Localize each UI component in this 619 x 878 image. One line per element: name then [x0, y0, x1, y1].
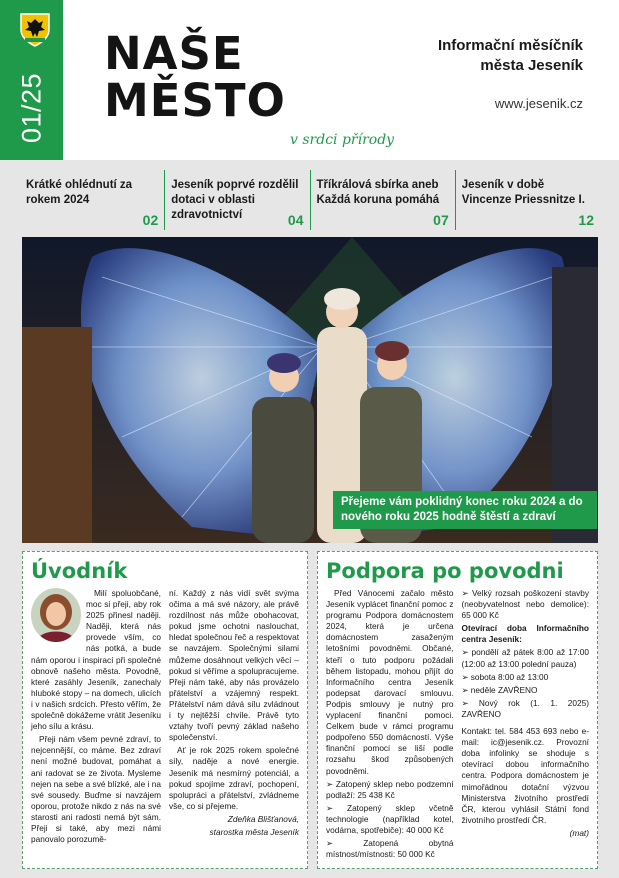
teaser-item[interactable]: Jeseník poprvé rozdělil dotaci v oblasti zdravotnictví 04: [164, 170, 309, 230]
teaser-page-number: 04: [287, 212, 304, 228]
jesenik-coat-of-arms-icon: [19, 12, 51, 48]
masthead-tagline: v srdci přírody: [290, 132, 395, 148]
teaser-strip: [20, 170, 600, 230]
list-item: ➢ pondělí až pátek 8:00 až 17:00 (12:00 až 13:00 polední pauza): [461, 647, 589, 669]
editorial-article: [22, 551, 308, 869]
list-item: ➢ Zatopený sklep včetně technologie (například kotel, vodárna, spotřebiče): 40 000 Kč: [326, 802, 454, 835]
flood-support-title: Podpora po povodni: [326, 559, 564, 583]
list-item: ➢ Velký rozsah poškození stavby (neobyvatelnost nebo demolice): 65 000 Kč: [461, 588, 589, 621]
list-item: ➢ Zatopený sklep nebo podzemní podlaží: 25 438 Kč: [326, 778, 454, 800]
flood-column-2: [462, 588, 590, 862]
signature-name: Zdeňka Blišťanová,: [227, 813, 299, 824]
issue-sidebar: [0, 0, 63, 160]
flood-column-1: Před Vánocemi začalo město Jeseník vyplácet finanční pomoc z programu Podpora domácnostem 2024, která je určena domácnostem zasaženým letošními povodněmi. Občané, kteří o tuto podporu požádali během listopadu, mohou přijít do Informačního centra Jeseník podepsat darovací smlouvu. Podpis smlouvy je nutný pro vyplacení finanční pomoci. Celkem bude v rámci programu podpořeno 550 domácností. Výše finanční pomoci se liší podle rozsahu škod způsobených povodněmi. ➢ Zatopený sklep nebo podzemní podlaží: 25 438 Kč ➢ Zatopený sklep včetně technologie (například kotel, vodárna, spotřebiče): 40 000 Kč ➢ Zatopená obytná místnost/místnosti: 50 000 Kč: [326, 588, 454, 860]
website-link[interactable]: www.jesenik.cz: [494, 96, 583, 111]
flood-support-article: [317, 551, 598, 869]
teaser-page-number: 07: [433, 212, 449, 228]
masthead-subtitle: Informační měsíčník města Jeseník: [437, 37, 583, 74]
teaser-item[interactable]: Jeseník v době Vincenze Priessnitze I. 12: [455, 170, 600, 230]
contact-info: Kontakt: tel. 584 453 693 nebo e-mail: ic@jesenik.cz. Provozní doba infolinky se shoduje s otevírací dobou informačního centra. Podpora domácnostem je mimořádnou dotační výzvou Ministerstva životního prostředí ČR, kterou vyhlásil Státní fond životního prostředí ČR.: [461, 726, 589, 825]
masthead-title: NAŠE MĚSTO: [104, 27, 286, 127]
teaser-page-number: 02: [142, 212, 159, 228]
list-item: ➢ neděle ZAVŘENO: [461, 684, 538, 695]
teaser-item[interactable]: Tříkrálová sbírka aneb Každá koruna pomáhá 07: [310, 170, 455, 230]
list-item: ➢ Zatopená obytná místnost/místnosti: 50 000 Kč: [326, 838, 454, 860]
list-item: ➢ Nový rok (1. 1. 2025) ZAVŘENO: [461, 697, 589, 719]
teaser-page-number: 12: [578, 212, 594, 228]
photo-caption: Přejeme vám poklidný konec roku 2024 a do nového roku 2025 hodně štěstí a zdraví: [333, 491, 597, 529]
editorial-title: Úvodník: [31, 559, 128, 583]
issue-number: 01/25: [16, 72, 47, 144]
editorial-column-2: ní. Každý z nás vidí svět svýma očima a má své názory, ale právě rozdílnost nás může obohacovat, pokud jsme ochotni naslouchat, hledat společnou řeč a respektovat se navzájem. Společnými silami můžeme dosáhnout velkých věcí – pokud si věříme a spolupracujeme. Přeji nám také, aby nás provázelo přátelství a vzájemný respekt. Přátelství nám dává sílu zvládnout i ty nejtěžší chvíle. Právě tyto vztahy tvoří pevný základ našeho společenství. Ať je rok 2025 rokem společné síly, naděje a nové energie. Jeseník má nesmírný potenciál, a pokud spojíme zdraví, pochopení, spolupráci a přátelství, zvládneme vše, co si přejeme. Zdeňka Blišťanová, starostka města Jeseník: [169, 588, 299, 837]
article-author: (mat): [569, 827, 589, 838]
opening-hours-title: Otevírací doba Informačního centra Jeseník:: [461, 623, 589, 645]
signature-role: starostka města Jeseník: [209, 826, 299, 837]
list-item: ➢ sobota 8:00 až 13:00: [461, 671, 549, 682]
editorial-column-1: Milí spoluobčané, moc si přeji, aby rok 2025 přinesl naději. Naději, která nás provede vším, co nás potká, a bude nám oporou i inspirací při společné obnově našeho města. Povodně, které zasáhly Jeseník, zanechaly hluboké stopy – na domech, ulicích i v našich srdcích. Přesto věřím, že společně dokážeme vrátit Jeseníku jeho sílu a krásu. Přeji nám všem pevné zdraví, to nejcennější, co máme. Bez zdraví není možné budovat, pomáhat a ani radovat se ze života. Mysleme nejen na sebe a své blízké, ale i na své sousedy. Buďme si navzájem oporou, protože nikdo z nás na své starosti ani radosti nemá být sám. Přeji si také, aby mezi námi panovalo porozumě-: [31, 588, 161, 845]
teaser-item[interactable]: Krátké ohlédnutí za rokem 2024 02: [26, 179, 159, 228]
mayor-portrait: [31, 588, 81, 642]
